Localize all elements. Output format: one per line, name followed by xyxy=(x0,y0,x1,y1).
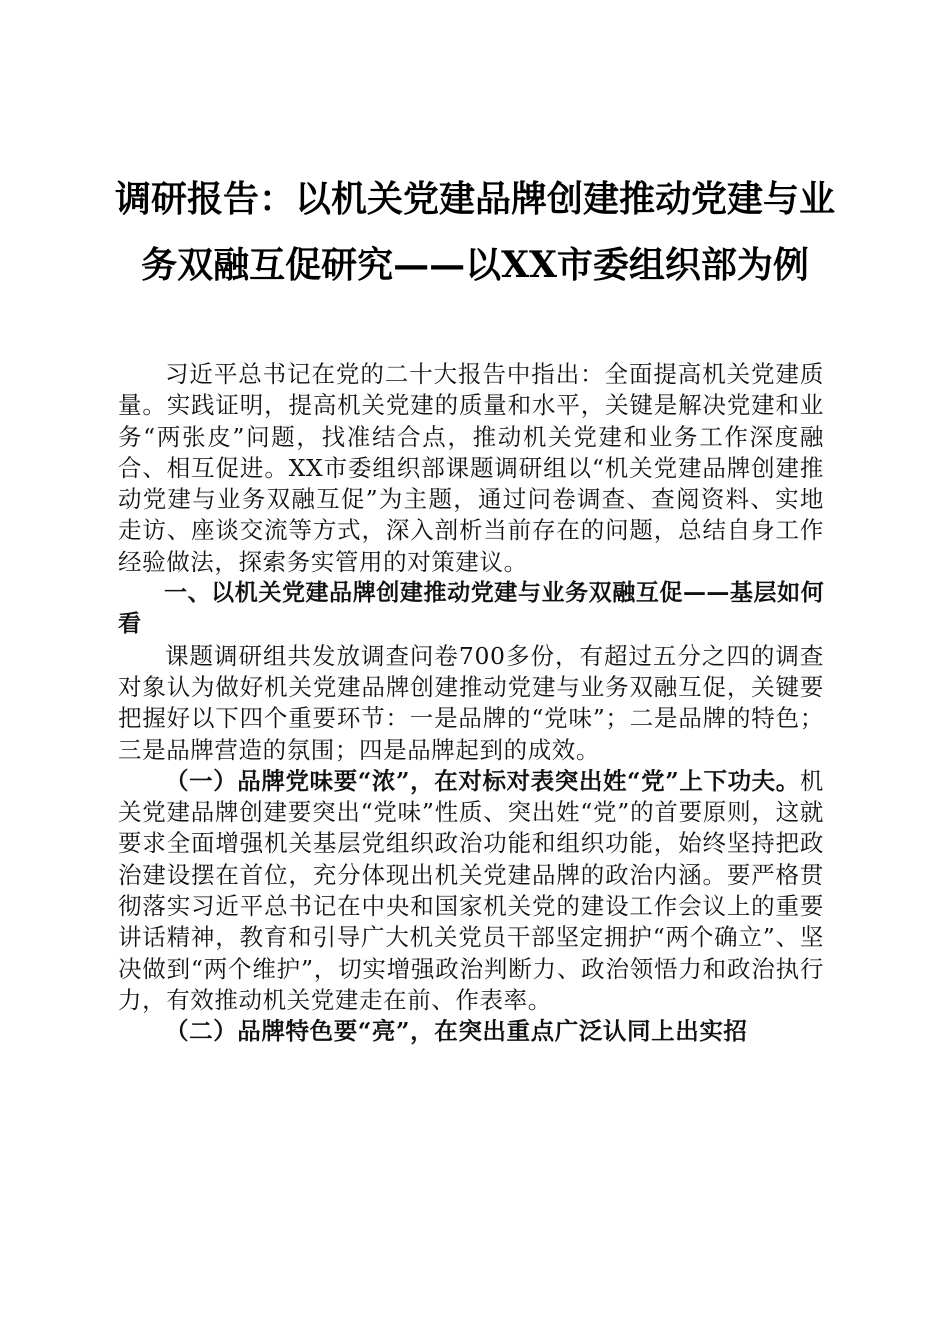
intro-paragraph: 习近平总书记在党的二十大报告中指出：全面提高机关党建质量。实践证明，提高机关党建的质量和水平，关键是解决党建和业务“两张皮”问题，找准结合点，推动机关党建和业务工作深度融合、相互促进。XX市委组织部课题调研组以“机关党建品牌创建推动党建与业务双融互促”为主题，通过问卷调查、查阅资料、实地走访、座谈交流等方式，深入剖析当前存在的问题，总结自身工作经验做法，探索务实管用的对策建议。 xyxy=(118,360,824,576)
item-2-title: （二）品牌特色要“亮”，在突出重点广泛认同上出实招 xyxy=(165,1017,748,1046)
section-1-heading: 一、以机关党建品牌创建推动党建与业务双融互促——基层如何看 xyxy=(118,580,824,638)
item-2-paragraph xyxy=(118,1016,824,1047)
item-1-paragraph xyxy=(118,766,824,1016)
title-line-2: 务双融互促研究——以XX市委组织部为例 xyxy=(141,244,809,286)
item-1-title: （一）品牌党味要“浓”，在对标对表突出姓“党”上下功夫。 xyxy=(165,766,800,795)
item-1-text: 机关党建品牌创建要突出“党味”性质、突出姓“党”的首要原则，这就要求全面增强机关基层党组织政治功能和组织功能，始终坚持把政治建设摆在首位，充分体现出机关党建品牌的政治内涵。要严格贯彻落实习近平总书记在中央和国家机关党的建设工作会议上的重要讲话精神，教育和引导广大机关党员干部坚定拥护“两个确立”、坚决做到“两个维护”，切实增强政治判断力、政治领悟力和政治执行力，有效推动机关党建走在前、作表率。 xyxy=(118,766,824,1014)
document-title xyxy=(100,166,850,298)
section-1-paragraph: 课题调研组共发放调查问卷700多份，有超过五分之四的调查对象认为做好机关党建品牌创建推动党建与业务双融互促，关键要把握好以下四个重要环节：一是品牌的“党味”；二是品牌的特色；三是品牌营造的氛围；四是品牌起到的成效。 xyxy=(118,641,824,764)
document-body xyxy=(118,359,824,1048)
title-line-1: 调研报告：以机关党建品牌创建推动党建与业 xyxy=(114,178,835,220)
